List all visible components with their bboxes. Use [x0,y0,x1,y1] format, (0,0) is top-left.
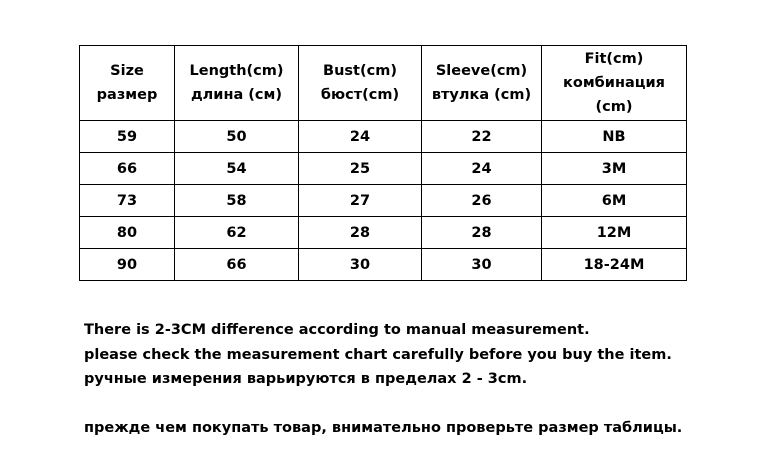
cell-length: 54 [175,153,299,185]
header-bust-ru: бюст(cm) [320,87,400,103]
header-size-ru: размер [96,87,158,103]
cell-length: 50 [175,121,299,153]
cell-size: 90 [80,249,175,281]
cell-sleeve: 28 [422,217,542,249]
cell-sleeve: 22 [422,121,542,153]
header-sleeve-ru: втулка (cm) [431,87,532,103]
table-row [80,249,687,281]
header-length-ru: длина (см) [190,87,283,103]
header-fit-en: Fit(cm) [584,51,644,67]
header-sleeve [422,46,542,121]
cell-length: 62 [175,217,299,249]
measurement-notes [84,318,682,441]
cell-bust: 24 [299,121,422,153]
header-size-en: Size [110,63,144,79]
cell-size: 80 [80,217,175,249]
header-fit [542,46,687,121]
table-row [80,121,687,153]
cell-fit: 18-24M [542,249,687,281]
cell-bust: 28 [299,217,422,249]
note-check-chart-ru: прежде чем покупать товар, внимательно проверьте размер таблицы. [84,420,683,436]
table-header-row [80,46,687,121]
cell-size: 73 [80,185,175,217]
header-size [80,46,175,121]
cell-bust: 27 [299,185,422,217]
cell-length: 66 [175,249,299,281]
size-chart-table [79,45,687,281]
cell-fit: NB [542,121,687,153]
header-fit-ru: комбинация [563,75,665,91]
note-difference-ru: ручные измерения варьируются в пределах 2 - 3cm. [84,371,528,387]
header-length [175,46,299,121]
note-difference: There is 2-3CM difference according to manual measurement. [84,322,590,338]
cell-sleeve: 30 [422,249,542,281]
header-bust [299,46,422,121]
cell-sleeve: 26 [422,185,542,217]
header-length-en: Length(cm) [189,63,284,79]
notes-spacer [84,392,682,417]
header-fit-unit: (cm) [595,99,633,115]
header-bust-en: Bust(cm) [323,63,397,79]
table-row [80,217,687,249]
table-row [80,185,687,217]
header-sleeve-en: Sleeve(cm) [435,63,528,79]
note-check-chart: please check the measurement chart carefully before you buy the item. [84,346,672,363]
cell-fit: 3M [542,153,687,185]
cell-length: 58 [175,185,299,217]
cell-bust: 30 [299,249,422,281]
cell-fit: 6M [542,185,687,217]
cell-size: 59 [80,121,175,153]
cell-size: 66 [80,153,175,185]
cell-sleeve: 24 [422,153,542,185]
table-row [80,153,687,185]
cell-bust: 25 [299,153,422,185]
cell-fit: 12M [542,217,687,249]
